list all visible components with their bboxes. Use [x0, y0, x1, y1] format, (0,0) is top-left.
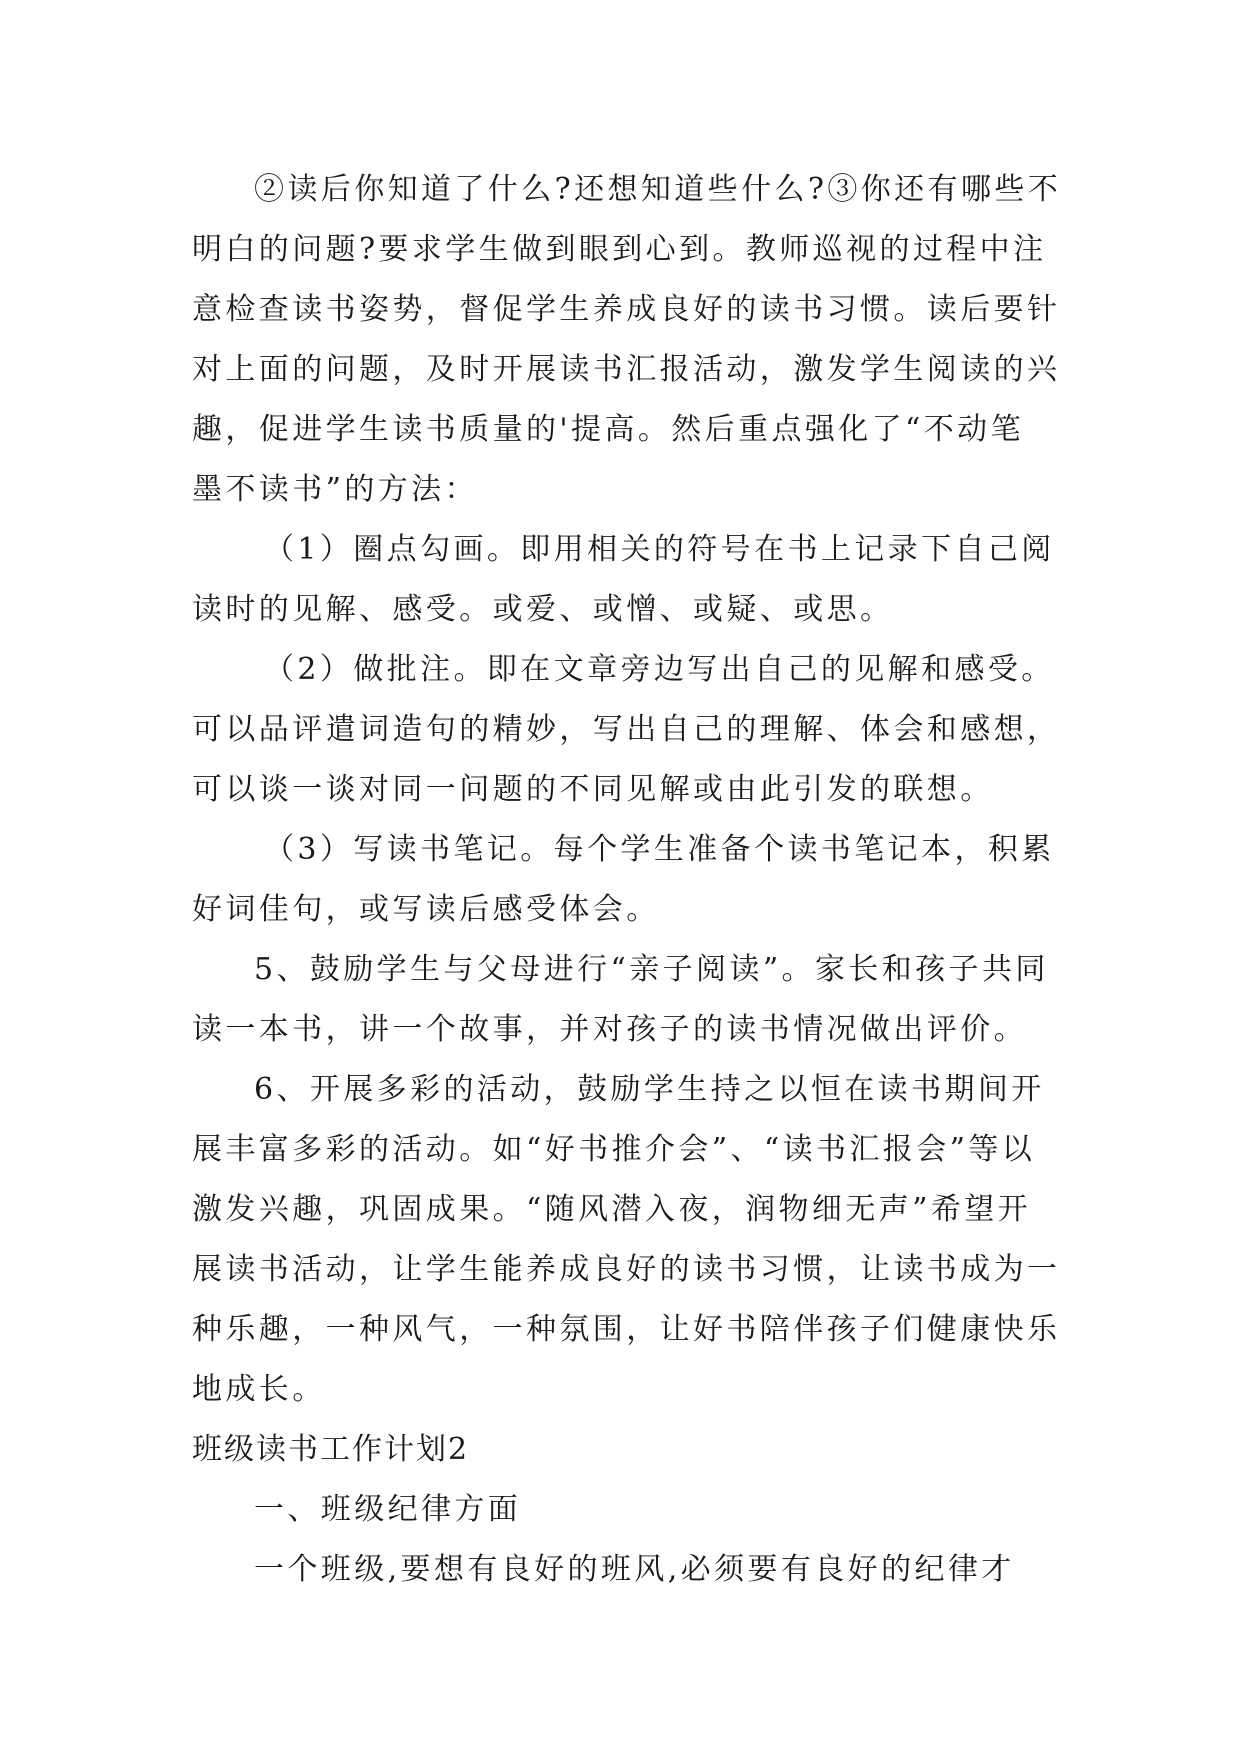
list-item-line: 可以谈一谈对同一问题的不同见解或由此引发的联想。: [192, 772, 994, 807]
paragraph-line: 展丰富多彩的活动。如“好书推介会”、“读书汇报会”等以: [192, 1132, 1036, 1167]
subsection-heading: 一、班级纪律方面: [254, 1492, 522, 1527]
paragraph-line: ②读后你知道了什么?还想知道些什么?③你还有哪些不: [254, 172, 1062, 207]
paragraph-line: 墨不读书”的方法：: [192, 472, 478, 507]
paragraph-line: 展读书活动，让学生能养成良好的读书习惯，让读书成为一: [192, 1252, 1061, 1287]
section-title: 班级读书工作计划2: [192, 1432, 470, 1467]
list-item-line: （2）做批注。即在文章旁边写出自己的见解和感受。: [264, 652, 1055, 687]
paragraph-line: 读一本书，讲一个故事，并对孩子的读书情况做出评价。: [192, 1012, 1027, 1047]
paragraph-line: 意检查读书姿势，督促学生养成良好的读书习惯。读后要针: [192, 292, 1061, 327]
paragraph-line: 地成长。: [192, 1372, 326, 1407]
list-item-line: 可以品评遣词造句的精妙，写出自己的理解、体会和感想，: [192, 712, 1061, 747]
paragraph-line: 激发兴趣，巩固成果。“随风潜入夜，润物细无声”希望开: [192, 1192, 1032, 1227]
paragraph-line: 趣，促进学生读书质量的'提高。然后重点强化了“不动笔: [192, 412, 1024, 447]
list-item-line: 好词佳句，或写读后感受体会。: [192, 892, 660, 927]
paragraph-line: 一个班级,要想有良好的班风,必须要有良好的纪律才: [254, 1552, 1015, 1587]
paragraph-line: 6、开展多彩的活动，鼓励学生持之以恒在读书期间开: [254, 1072, 1045, 1107]
paragraph-line: 对上面的问题，及时开展读书汇报活动，激发学生阅读的兴: [192, 352, 1061, 387]
list-item-line: （1）圈点勾画。即用相关的符号在书上记录下自己阅: [264, 532, 1055, 567]
paragraph-line: 明白的问题?要求学生做到眼到心到。教师巡视的过程中注: [192, 232, 1047, 267]
list-item-line: （3）写读书笔记。每个学生准备个读书笔记本，积累: [264, 832, 1055, 867]
paragraph-line: 种乐趣，一种风气，一种氛围，让好书陪伴孩子们健康快乐: [192, 1312, 1061, 1347]
paragraph-line: 5、鼓励学生与父母进行“亲子阅读”。家长和孩子共同: [254, 952, 1049, 987]
list-item-line: 读时的见解、感受。或爱、或憎、或疑、或思。: [192, 592, 894, 627]
document-body: [192, 160, 1072, 1600]
